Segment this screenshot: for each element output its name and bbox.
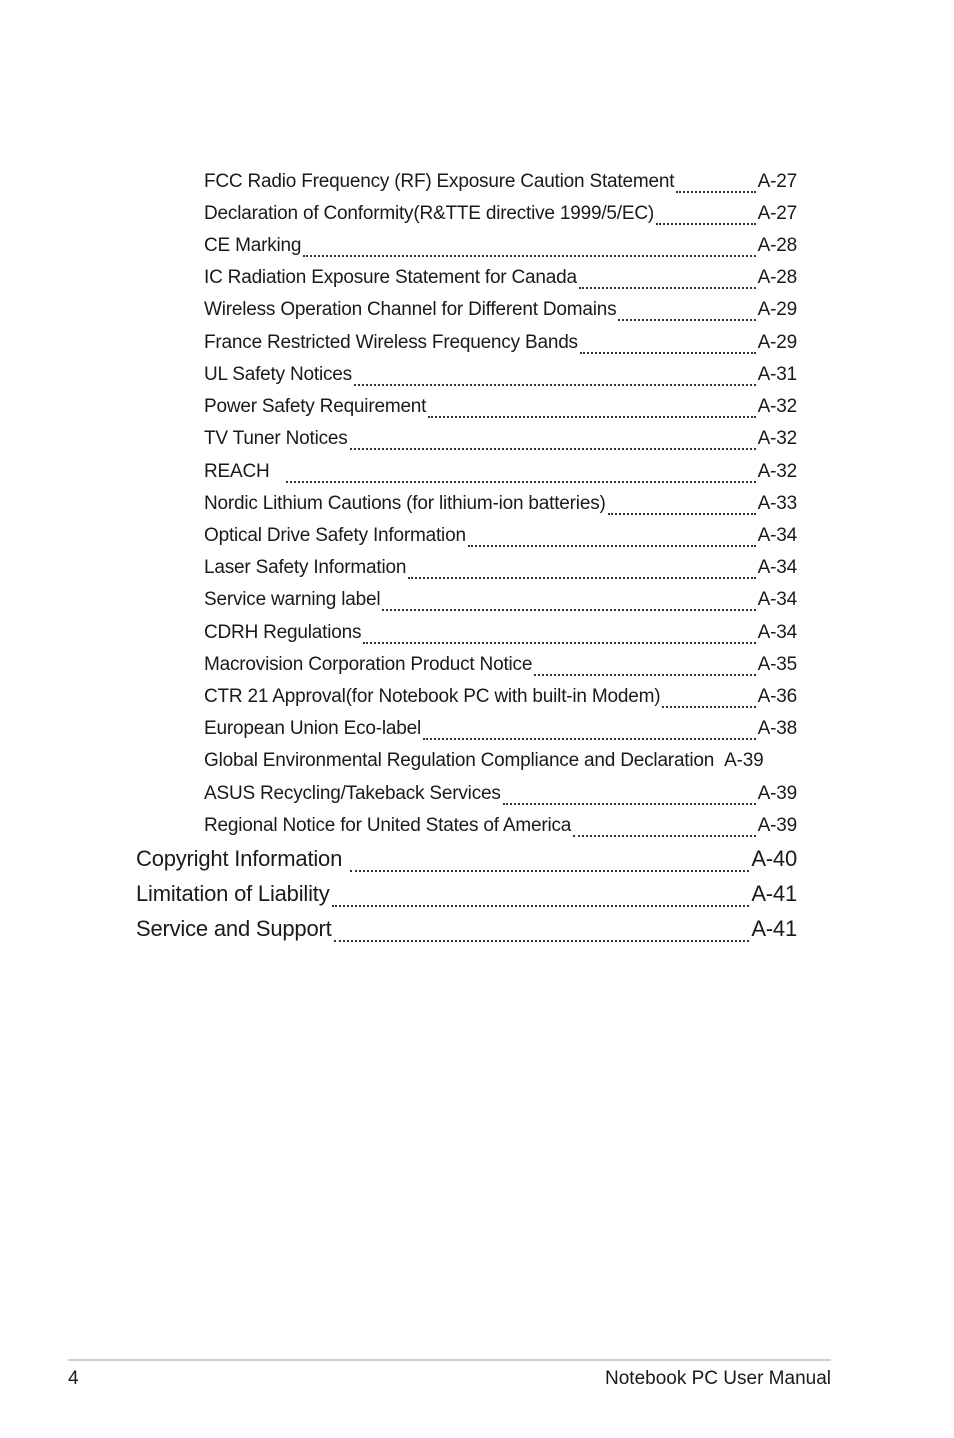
toc-entry-title: Global Environmental Regulation Compliance and Declaration <box>204 750 715 771</box>
footer-page-number: 4 <box>68 1368 79 1389</box>
toc-entry-page: A-28 <box>757 267 797 288</box>
toc-entry-title: Optical Drive Safety Information <box>204 525 466 546</box>
toc-entry[interactable] <box>204 718 797 746</box>
toc-entry[interactable] <box>204 686 797 714</box>
toc-entry-page: A-39 <box>757 783 797 804</box>
toc-entry-title: Service and Support <box>136 916 332 941</box>
toc-entry[interactable] <box>204 815 797 843</box>
dot-leader <box>468 545 756 547</box>
toc-entry-title: ASUS Recycling/Takeback Services <box>204 783 501 804</box>
toc-entry-page: A-32 <box>757 396 797 417</box>
dot-leader <box>350 448 756 450</box>
footer-manual-title: Notebook PC User Manual <box>605 1368 831 1389</box>
dot-leader <box>662 706 755 708</box>
dot-leader <box>286 481 756 483</box>
toc-entry-page: A-38 <box>757 718 797 739</box>
toc-entry-title: Laser Safety Information <box>204 557 407 578</box>
toc-entry[interactable] <box>136 846 797 878</box>
toc-entry[interactable] <box>204 750 809 778</box>
toc-entry-page: A-32 <box>757 428 797 449</box>
toc-entry-title: Regional Notice for United States of America <box>204 815 572 836</box>
dot-leader <box>332 905 750 907</box>
toc-entry[interactable] <box>204 589 797 617</box>
toc-entry[interactable] <box>204 783 797 811</box>
toc-entry-page: A-40 <box>751 846 797 871</box>
dot-leader <box>534 674 755 676</box>
toc-entry[interactable] <box>204 171 797 199</box>
toc-entry-title: European Union Eco-label <box>204 718 422 739</box>
dot-leader <box>382 609 755 611</box>
toc-entry[interactable] <box>204 203 797 231</box>
toc-entry[interactable] <box>136 916 797 948</box>
toc-entry-page: A-31 <box>757 364 797 385</box>
dot-leader <box>573 835 755 837</box>
toc-entry[interactable] <box>204 396 797 424</box>
toc-entry[interactable] <box>204 332 797 360</box>
toc-entry-page: A-36 <box>757 686 797 707</box>
dot-leader <box>656 223 756 225</box>
dot-leader <box>618 319 755 321</box>
toc-entry-title: Power Safety Requirement <box>204 396 427 417</box>
toc-entry-title: Limitation of Liability <box>136 881 330 906</box>
toc-entry-page: A-33 <box>757 493 797 514</box>
toc-entry-title: CE Marking <box>204 235 302 256</box>
dot-leader <box>580 352 756 354</box>
toc-entry-title: Macrovision Corporation Product Notice <box>204 654 533 675</box>
toc-entry-page: A-41 <box>751 881 797 906</box>
toc-entry[interactable] <box>204 461 797 489</box>
toc-entry-title: FCC Radio Frequency (RF) Exposure Caution Statement <box>204 171 675 192</box>
toc-entry-page: A-39 <box>724 750 764 771</box>
dot-leader <box>428 416 755 418</box>
toc-entry[interactable] <box>204 267 797 295</box>
toc-entry-page: A-27 <box>757 171 797 192</box>
toc-entry-page: A-34 <box>757 622 797 643</box>
dot-leader <box>503 803 756 805</box>
toc-entry-page: A-34 <box>757 525 797 546</box>
dot-leader <box>676 191 755 193</box>
toc-entry-page: A-34 <box>757 557 797 578</box>
dot-leader <box>303 255 755 257</box>
toc-entry-title: Declaration of Conformity(R&TTE directive 1999/5/EC) <box>204 203 654 224</box>
toc-entry-title: CDRH Regulations <box>204 622 362 643</box>
toc-entry-title: France Restricted Wireless Frequency Bands <box>204 332 578 353</box>
toc-entry-page: A-41 <box>751 916 797 941</box>
toc-entry-page: A-35 <box>757 654 797 675</box>
dot-leader <box>334 940 750 942</box>
toc-entry[interactable] <box>204 557 797 585</box>
dot-leader <box>354 384 756 386</box>
dot-leader <box>408 577 755 579</box>
toc-entry-page: A-32 <box>757 461 797 482</box>
toc-entry-title: UL Safety Notices <box>204 364 352 385</box>
toc-entry[interactable] <box>204 364 797 392</box>
toc-entry[interactable] <box>204 235 797 263</box>
toc-entry[interactable] <box>204 525 797 553</box>
dot-leader <box>579 287 756 289</box>
toc-entry-title: Wireless Operation Channel for Different Domains <box>204 299 617 320</box>
toc-entry-title: IC Radiation Exposure Statement for Canada <box>204 267 577 288</box>
dot-leader <box>350 870 749 872</box>
dot-leader <box>423 738 756 740</box>
toc-entry-page: A-39 <box>757 815 797 836</box>
toc-entry-page: A-34 <box>757 589 797 610</box>
footer-divider <box>68 1359 831 1361</box>
toc-entry-title: Nordic Lithium Cautions (for lithium-ion batteries) <box>204 493 606 514</box>
dot-leader <box>363 642 755 644</box>
toc-entry[interactable] <box>136 881 797 913</box>
toc-entry-page: A-28 <box>757 235 797 256</box>
toc-entry-title: REACH <box>204 461 270 482</box>
toc-entry[interactable] <box>204 654 797 682</box>
dot-leader <box>608 513 756 515</box>
toc-entry[interactable] <box>204 428 797 456</box>
toc-entry-title: TV Tuner Notices <box>204 428 348 449</box>
toc-entry-page: A-29 <box>757 299 797 320</box>
toc-entry-page: A-29 <box>757 332 797 353</box>
toc-entry-title: Service warning label <box>204 589 381 610</box>
toc-entry-title: CTR 21 Approval(for Notebook PC with built-in Modem) <box>204 686 661 707</box>
toc-entry-title: Copyright Information <box>136 846 343 871</box>
toc-entry-page: A-27 <box>757 203 797 224</box>
toc-entry[interactable] <box>204 493 797 521</box>
toc-entry[interactable] <box>204 622 797 650</box>
toc-entry[interactable] <box>204 299 797 327</box>
